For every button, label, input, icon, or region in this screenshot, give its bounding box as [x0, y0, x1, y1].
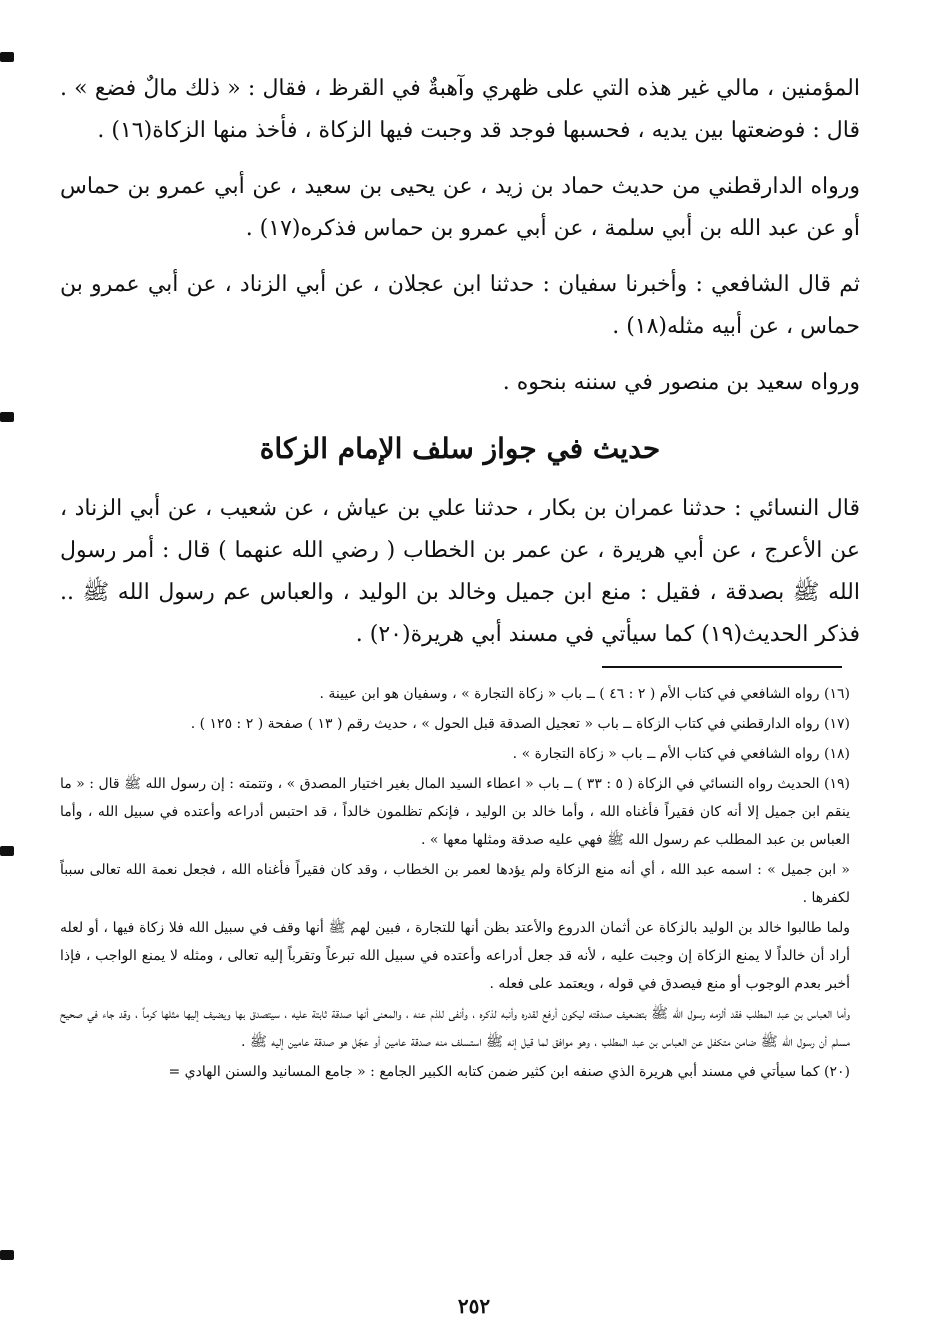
footnote-divider: [602, 666, 842, 668]
footnote: (١٩) الحديث رواه النسائي في الزكاة ( ٥ : ٣٣ ) ــ باب « اعطاء السيد المال بغير اختيار المصدق » ، وتتمته : إن رسول الله ﷺ قال : « ما ينقم ابن جميل إلا أنه كان فقيراً فأغناه الله ، وأما خالد بن الوليد ، فإنكم تظلمون خالداً ، قد احتبس أدراعه وأعتده في سبيل الله ، وأما العباس بن عبد المطلب عم رسول الله ﷺ فهي عليه صدقة ومثلها معها » .: [60, 776, 850, 848]
margin-mark: [0, 846, 14, 856]
margin-mark: [0, 412, 14, 422]
footnote: « ابن جميل » : اسمه عبد الله ، أي أنه منع الزكاة ولم يؤدها لعمر بن الخطاب ، وقد كان فقيراً فأغناه الله ، فجعل نعمة الله تعالى سبباً لكفرها .: [60, 862, 850, 906]
footnote: (٢٠) كما سيأتي في مسند أبي هريرة الذي صنفه ابن كثير ضمن كتابه الكبير الجامع : « جامع المسانيد والسنن الهادي =: [168, 1064, 850, 1080]
margin-mark: [0, 1250, 14, 1260]
footnotes: [60, 680, 850, 1088]
margin-mark: [0, 52, 14, 62]
paragraph: ورواه سعيد بن منصور في سننه بنحوه .: [502, 370, 860, 395]
paragraph: المؤمنين ، مالي غير هذه التي على ظهري وآهبةٌ في القرظ ، فقال : « ذلك مالٌ فضع » . قال : فوضعتها بين يديه ، فحسبها فوجد قد وجبت فيها الزكاة ، فأخذ منها الزكاة(١٦) .: [60, 76, 860, 143]
page-number: ٢٥٢: [457, 1294, 491, 1318]
main-text: [60, 68, 860, 670]
paragraph: ثم قال الشافعي : وأخبرنا سفيان : حدثنا ابن عجلان ، عن أبي الزناد ، عن أبي عمرو بن حماس ، عن أبيه مثله(١٨) .: [60, 272, 860, 339]
section-paragraph: قال النسائي : حدثنا عمران بن بكار ، حدثنا علي بن عياش ، عن شعيب ، عن أبي الزناد ، عن الأعرج ، عن أبي هريرة ، عن عمر بن الخطاب ( رضي الله عنهما ) قال : أمر رسول الله ﷺ بصدقة ، فقيل : منع ابن جميل وخالد بن الوليد ، والعباس عم رسول الله ﷺ .. فذكر الحديث(١٩) كما سيأتي في مسند أبي هريرة(٢٠) .: [60, 496, 860, 647]
footnote: (١٧) رواه الدارقطني في كتاب الزكاة ــ باب « تعجيل الصدقة قبل الحول » ، حديث رقم ( ١٣ ) صفحة ( ٢ : ١٢٥ ) .: [190, 716, 850, 732]
footnote: (١٨) رواه الشافعي في كتاب الأم ــ باب « زكاة التجارة » .: [512, 746, 850, 762]
footnote: (١٦) رواه الشافعي في كتاب الأم ( ٢ : ٤٦ ) ــ باب « زكاة التجارة » ، وسفيان هو ابن عيينة .: [319, 686, 850, 702]
section-heading: حديث في جواز سلف الإمام الزكاة: [259, 432, 661, 465]
paragraph: ورواه الدارقطني من حديث حماد بن زيد ، عن يحيى بن سعيد ، عن أبي عمرو بن حماس أو عن عبد الله بن أبي سلمة ، عن أبي عمرو بن حماس فذكره(١٧) .: [60, 174, 860, 241]
footnote: وأما العباس بن عبد المطلب فقد ألزمه رسول الله ﷺ بتضعيف صدقته ليكون أرفع لقدره وأنبه لذكره ، وأنفى للذم عنه ، والمعنى أنها صدقة ثابتة عليه ، سيتصدق بها ويضيف إليها مثلها كرماً ، وقد جاء في صحيح مسلم أن رسول الله ﷺ ضامن متكفل عن العباس بن عبد المطلب ، وهو موافق لما قيل إنه ﷺ استسلف منه صدقة عامين أو عجّل هو صدقة عامين إليه ﷺ .: [60, 1006, 850, 1050]
footnote: ولما طالبوا خالد بن الوليد بالزكاة عن أثمان الدروع والأعتد بظن أنها للتجارة ، فبين لهم ﷺ أنها وقف في سبيل الله فلا زكاة فيها ، أو لعله أراد أن خالداً لا يمنع الزكاة إن وجبت عليه ، لأنه قد جعل أدراعه وأعتده في سبيل الله تبرعاً وتقرباً إليه تعالى ، ومثله لا يمنع الواجب ، فإذا أخبر بعدم الوجوب أو منع فيصدق في قوله ، ويعتمد على فعله .: [60, 920, 850, 992]
